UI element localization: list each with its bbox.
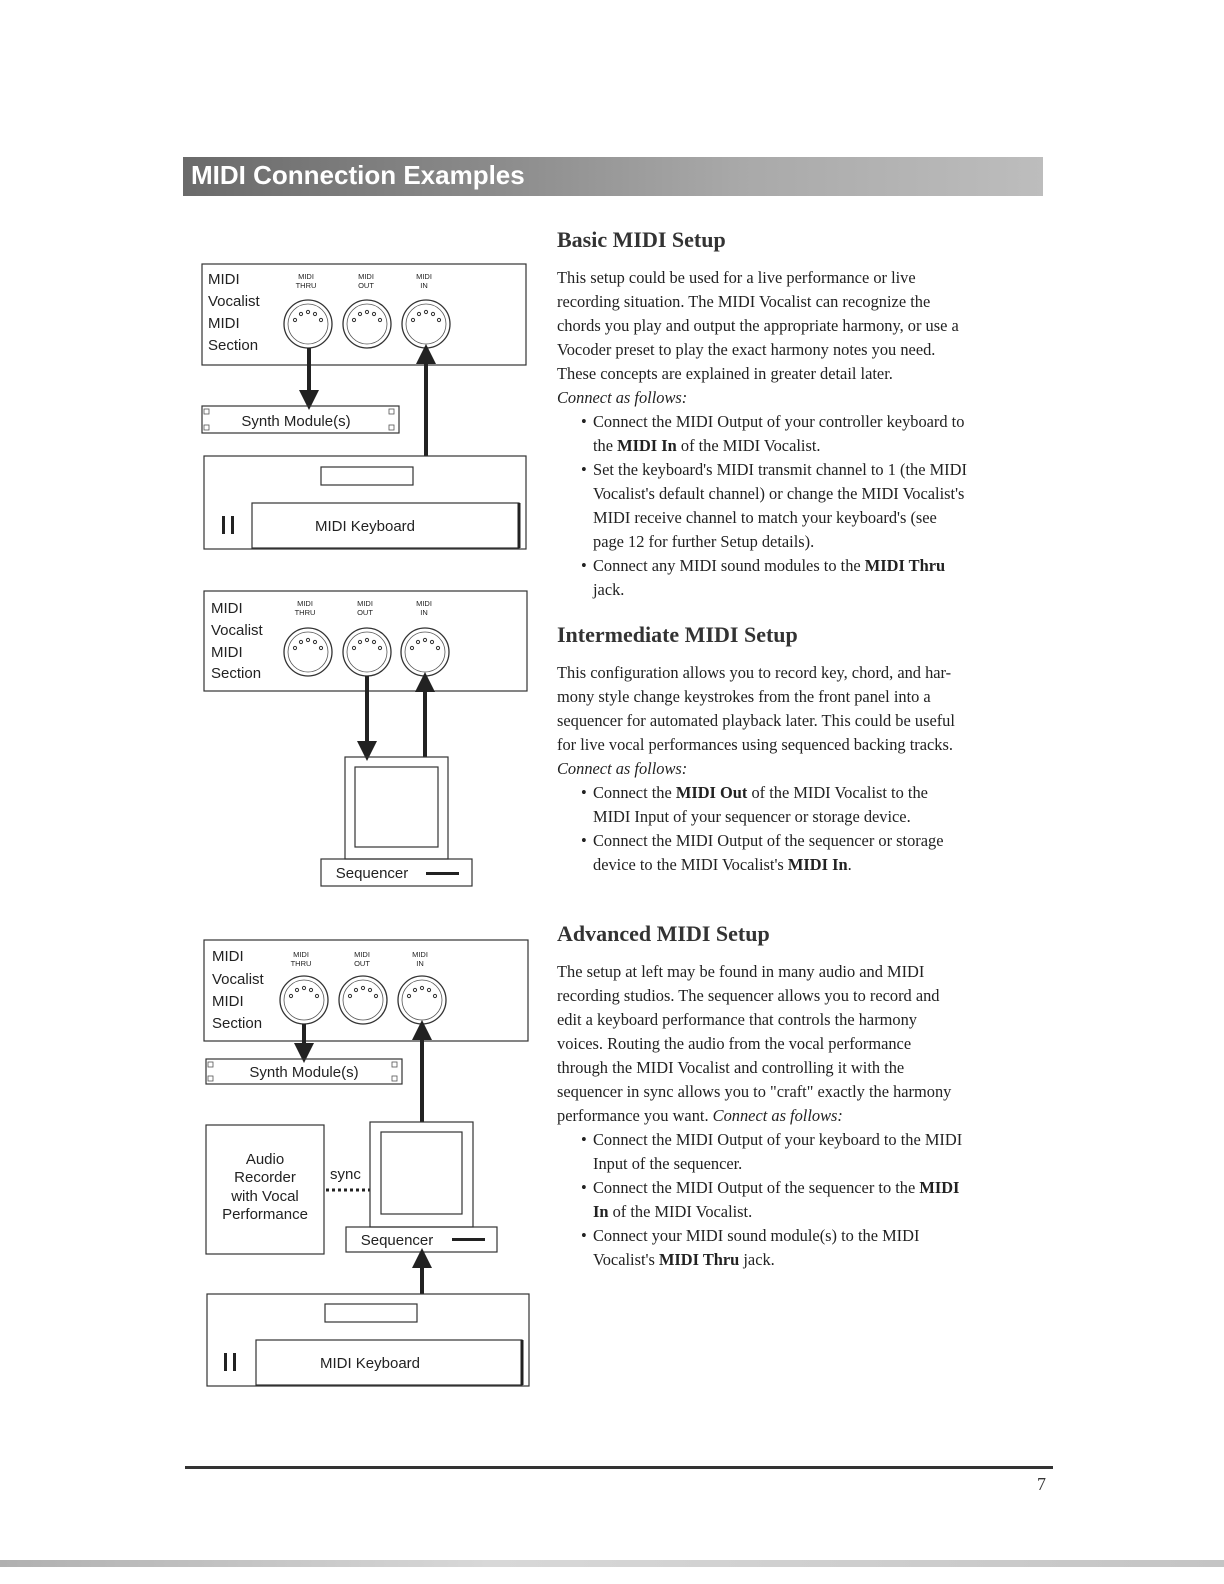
basic-connect-label: Connect as follows: [557, 388, 688, 407]
port-label-in-1: MIDI [416, 599, 432, 608]
audio-recorder [206, 1125, 324, 1254]
basic-step-1-pre: the [593, 436, 618, 455]
basic-step-3-pre: Connect any MIDI sound modules to the [593, 556, 865, 575]
intermediate-steps-list [557, 781, 1057, 877]
advanced-line-6: sequencer in sync allows you to "craft" exactly the harmony [557, 1082, 952, 1101]
midi-thru-jack-icon [284, 300, 332, 348]
midi-out-jack-icon [343, 628, 391, 676]
recorder-label-line2: Recorder [234, 1169, 296, 1186]
intermediate-step-2-line-1: Connect the MIDI Output of the sequencer or storage [593, 831, 944, 850]
midi-keyboard-label: MIDI Keyboard [319, 1355, 421, 1372]
port-label-thru-2: THRU [290, 959, 312, 968]
advanced-step-2-pre: Connect the MIDI Output of the sequencer to the [593, 1178, 920, 1197]
advanced-step-2-bold-1: MIDI [919, 1178, 960, 1197]
advanced-setup-section [557, 921, 1057, 1272]
port-label-out-2: OUT [357, 608, 373, 617]
intermediate-line-4: for live vocal performances using sequenced backing tracks. [557, 735, 953, 754]
intermediate-line-3: sequencer for automated playback later. This could be useful [557, 711, 955, 730]
basic-step-2 [593, 458, 1057, 554]
port-label-out-2: OUT [354, 959, 370, 968]
basic-setup-section [557, 227, 1057, 602]
section-banner [183, 157, 1043, 196]
port-label-in-2: IN [420, 281, 428, 290]
basic-step-2-line-1: Set the keyboard's MIDI transmit channel to 1 (the MIDI [593, 460, 967, 479]
port-label-in-2: IN [416, 959, 424, 968]
recorder-label-line1: Audio [245, 1151, 285, 1168]
unit-label-line4: Section [208, 337, 259, 354]
advanced-step-3-line-1: Connect your MIDI sound module(s) to the MIDI [593, 1226, 920, 1245]
intermediate-line-2: mony style change keystrokes from the front panel into a [557, 687, 931, 706]
basic-line-1: This setup could be used for a live performance or live [557, 268, 916, 287]
unit-label-line1: MIDI [211, 600, 243, 617]
advanced-step-3 [593, 1224, 1057, 1272]
basic-steps-list [557, 410, 1057, 602]
sequencer-label: Sequencer [335, 865, 409, 882]
unit-label-line4: Section [211, 665, 262, 682]
port-label-thru-2: THRU [295, 281, 317, 290]
port-label-out-1: MIDI [358, 272, 374, 281]
advanced-line-3: edit a keyboard performance that controls the harmony [557, 1010, 918, 1029]
port-label-thru-2: THRU [294, 608, 316, 617]
midi-keyboard [207, 1294, 529, 1386]
unit-label-line3: MIDI [212, 993, 244, 1010]
sync-label: sync [330, 1166, 361, 1183]
advanced-step-3-post: jack. [739, 1250, 775, 1269]
advanced-setup-heading: Advanced MIDI Setup [557, 921, 770, 946]
midi-in-jack-icon [402, 300, 450, 348]
intermediate-step-1-line-2: MIDI Input of your sequencer or storage device. [593, 807, 911, 826]
intermediate-step-1 [593, 781, 1057, 829]
basic-line-5: These concepts are explained in greater detail later. [557, 364, 893, 383]
basic-setup-diagram [195, 258, 540, 558]
basic-step-1-bold: MIDI In [617, 436, 677, 455]
page-number: 7 [1037, 1474, 1046, 1494]
port-label-in-1: MIDI [416, 272, 432, 281]
advanced-line-5: through the MIDI Vocalist and controlling it with the [557, 1058, 905, 1077]
sequencer-label: Sequencer [360, 1232, 434, 1249]
advanced-step-1-line-1: Connect the MIDI Output of your keyboard to the MIDI [593, 1130, 963, 1149]
port-label-thru-1: MIDI [297, 599, 313, 608]
port-label-in-1: MIDI [412, 950, 428, 959]
advanced-line-2: recording studios. The sequencer allows you to record and [557, 986, 940, 1005]
advanced-connect-label: Connect as follows: [712, 1106, 843, 1125]
advanced-step-1-line-2: Input of the sequencer. [593, 1154, 743, 1173]
advanced-step-3-bold: MIDI Thru [658, 1250, 740, 1269]
advanced-step-1 [593, 1128, 1057, 1176]
midi-keyboard-label: MIDI Keyboard [314, 518, 416, 535]
page-title: MIDI Connection Examples [191, 160, 525, 190]
basic-step-2-line-2: Vocalist's default channel) or change the MIDI Vocalist's [593, 484, 965, 503]
intermediate-setup-heading: Intermediate MIDI Setup [557, 622, 798, 647]
advanced-step-2-bold-2: In [593, 1202, 609, 1221]
port-label-out-2: OUT [358, 281, 374, 290]
unit-label-line2: Vocalist [212, 971, 264, 988]
basic-step-2-line-3: MIDI receive channel to match your keyboard's (see [593, 508, 937, 527]
intermediate-setup-section [557, 622, 1057, 877]
unit-label-line2: Vocalist [211, 622, 263, 639]
port-label-in-2: IN [420, 608, 428, 617]
intermediate-step-2-pre: device to the MIDI Vocalist's [593, 855, 788, 874]
midi-out-jack-icon [343, 300, 391, 348]
midi-keyboard [204, 456, 526, 549]
unit-label-line4: Section [212, 1015, 263, 1032]
basic-step-3-bold: MIDI Thru [864, 556, 946, 575]
advanced-step-2-post: of the MIDI Vocalist. [608, 1202, 753, 1221]
midi-thru-jack-icon [284, 628, 332, 676]
recorder-label-line3: with Vocal [231, 1188, 299, 1205]
intermediate-line-1: This configuration allows you to record key, chord, and har- [557, 663, 952, 682]
basic-diagram-svg [195, 258, 540, 558]
advanced-setup-diagram [195, 934, 540, 1394]
basic-step-1-line-1: Connect the MIDI Output of your controller keyboard to [593, 412, 965, 431]
unit-label-line1: MIDI [212, 948, 244, 965]
recorder-label-line4: Performance [222, 1206, 308, 1223]
footer-rule [185, 1466, 1053, 1469]
basic-line-3: chords you play and output the appropriate harmony, or use a [557, 316, 959, 335]
advanced-line-7-text: performance you want. [557, 1106, 713, 1125]
advanced-step-3-pre: Vocalist's [593, 1250, 659, 1269]
unit-label-line3: MIDI [208, 315, 240, 332]
basic-line-4: Vocoder preset to play the exact harmony notes you need. [557, 340, 936, 359]
midi-out-jack-icon [339, 976, 387, 1024]
basic-step-1-post: of the MIDI Vocalist. [676, 436, 821, 455]
intermediate-step-2-post: . [847, 855, 852, 874]
basic-line-2: recording situation. The MIDI Vocalist can recognize the [557, 292, 931, 311]
intermediate-step-1-bold: MIDI Out [675, 783, 748, 802]
midi-thru-jack-icon [280, 976, 328, 1024]
intermediate-connect-label: Connect as follows: [557, 759, 688, 778]
port-label-out-1: MIDI [357, 599, 373, 608]
port-label-thru-1: MIDI [298, 272, 314, 281]
intermediate-setup-diagram [195, 585, 540, 890]
advanced-step-2 [593, 1176, 1057, 1224]
advanced-line-1: The setup at left may be found in many audio and MIDI [557, 962, 925, 981]
basic-step-1 [593, 410, 1057, 458]
synth-module-label: Synth Module(s) [249, 1064, 359, 1081]
advanced-line-7 [557, 1104, 1057, 1128]
sequencer-unit [321, 757, 472, 886]
scan-edge [0, 1560, 1224, 1567]
unit-label-line1: MIDI [208, 271, 240, 288]
unit-label-line2: Vocalist [208, 293, 260, 310]
basic-step-3-line-2: jack. [593, 580, 625, 599]
port-label-out-1: MIDI [354, 950, 370, 959]
basic-step-2-line-4: page 12 for further Setup details). [593, 532, 815, 551]
unit-label-line3: MIDI [211, 644, 243, 661]
basic-setup-heading: Basic MIDI Setup [557, 227, 726, 252]
intermediate-step-1-pre: Connect the [593, 783, 676, 802]
intermediate-diagram-svg [195, 585, 540, 890]
basic-step-3 [593, 554, 1057, 602]
sequencer-unit [346, 1122, 497, 1252]
intermediate-step-1-post: of the MIDI Vocalist to the [747, 783, 928, 802]
midi-in-jack-icon [401, 628, 449, 676]
port-label-thru-1: MIDI [293, 950, 309, 959]
intermediate-step-2-bold: MIDI In [787, 855, 848, 874]
intermediate-step-2 [593, 829, 1057, 877]
midi-in-jack-icon [398, 976, 446, 1024]
synth-module-label: Synth Module(s) [241, 413, 351, 430]
advanced-diagram-svg [195, 934, 540, 1394]
advanced-steps-list [557, 1128, 1057, 1272]
advanced-line-4: voices. Routing the audio from the vocal performance [557, 1034, 912, 1053]
